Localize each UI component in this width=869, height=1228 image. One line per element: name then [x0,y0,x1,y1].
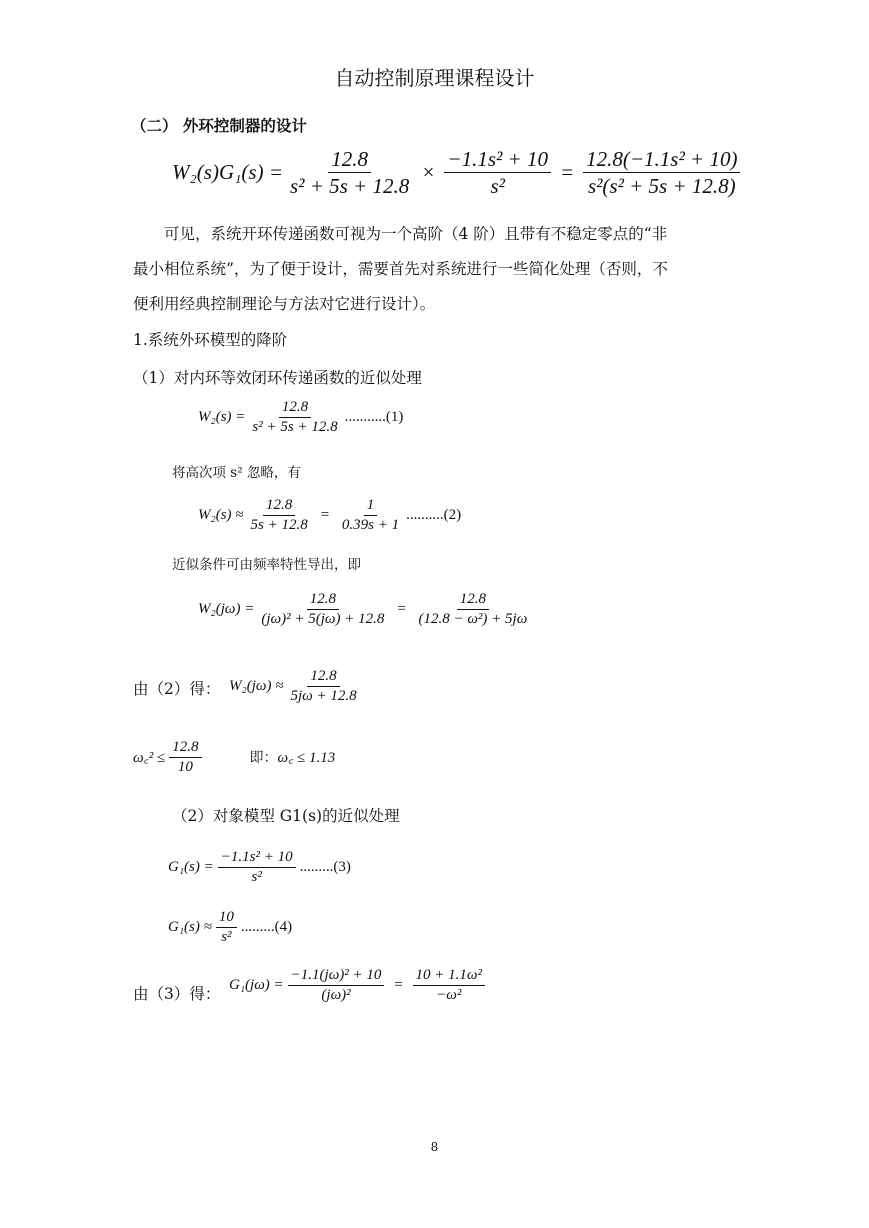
page-header: 自动控制原理课程设计 [334,66,535,90]
frac-numerator: 10 + 1.1ω² [413,966,485,986]
equation-7 [168,908,292,947]
from-label: 由（3）得： [133,985,221,1003]
equation-tag: .........(4) [240,918,293,935]
times-operator: × [421,160,436,185]
frac-denominator: (jω)² [321,986,351,1003]
equation-2 [198,496,461,535]
page-number: 8 [430,1140,439,1154]
paragraph-line: 最小相位系统”，为了便于设计，需要首先对系统进行一些简化处理（否则，不 [133,260,668,278]
from-label: 由（2）得： [133,680,221,698]
equation-tag: ...........(1) [344,408,404,425]
fraction [218,848,296,887]
equation-lhs: W₂(s) = [198,408,246,425]
equals-operator: = [393,976,404,993]
frac-numerator: 12.8 [328,146,371,173]
paragraph-line: 可见，系统开环传递函数可视为一个高阶（4 阶）且带有不稳定零点的“非 [164,225,668,243]
fraction [169,738,201,777]
frac-denominator: 5jω + 12.8 [290,687,357,704]
fraction [288,966,385,1005]
equation-rhs: ω꜀ ≤ 1.13 [277,750,336,767]
frac-denominator: s² [490,174,505,199]
frac-numerator: 12.8 [457,590,489,610]
equation-main [172,146,744,200]
equation-main-frac1 [287,146,412,200]
fraction [339,496,402,535]
ji-label: 即： [249,750,278,767]
equals-operator: = [319,506,330,523]
frac-denominator: s² + 5s + 12.8 [290,174,410,199]
frac-numerator: 12.8 [307,667,339,687]
frac-numerator: −1.1s² + 10 [218,848,296,868]
fraction [216,908,237,947]
equation-lhs: W₂(s) ≈ [198,506,244,523]
equation-main-lhs: W₂(s)G₁(s) = [172,160,283,185]
frac-numerator: 10 [216,908,237,928]
equation-4 [229,667,364,706]
frac-numerator: 12.8 [279,398,311,418]
frac-numerator: 12.8 [169,738,201,758]
equation-main-frac2 [444,146,551,200]
frac-numerator: −1.1s² + 10 [444,146,551,173]
equation-3 [198,590,534,629]
frac-denominator: s² [221,928,232,945]
frac-denominator: s² + 5s + 12.8 [252,418,338,435]
frac-numerator: −1.1(jω)² + 10 [288,966,385,986]
note-text: 将高次项 s² 忽略，有 [172,465,301,481]
equation-tag: .........(3) [299,858,351,875]
equals-operator: = [396,600,407,617]
frac-denominator: s² [251,868,262,885]
frac-denominator: −ω² [436,986,462,1003]
frac-denominator: s²(s² + 5s + 12.8) [587,174,736,199]
item-heading: 1.系统外环模型的降阶 [133,331,288,349]
equation-lhs: G₁(s) = [168,858,214,875]
frac-numerator: 12.8(−1.1s² + 10) [583,146,740,173]
frac-numerator: 12.8 [307,590,339,610]
equation-1 [198,398,403,437]
frac-denominator: 5s + 12.8 [250,516,308,533]
equation-tag: ..........(2) [406,506,462,523]
frac-denominator: 0.39s + 1 [341,516,400,533]
sub-item-heading: （1）对内环等效闭环传递函数的近似处理 [133,369,422,387]
frac-numerator: 1 [364,496,378,516]
paragraph-line: 便利用经典控制理论与方法对它进行设计）。 [133,295,436,313]
equation-lhs: G₁(jω) = [229,976,284,993]
equation-lhs: G₁(s) ≈ [168,918,212,935]
equation-6 [168,848,351,887]
equation-lhs: W₂(jω) ≈ [229,677,284,694]
fraction [248,496,311,535]
frac-numerator: 12.8 [263,496,295,516]
equation-8 [229,966,489,1005]
section-title: （二） 外环控制器的设计 [131,116,307,135]
frac-denominator: (12.8 − ω²) + 5jω [418,610,528,627]
equals-operator: = [559,160,575,185]
sub-item-heading: （2）对象模型 G1(s)的近似处理 [172,807,400,825]
fraction [258,590,387,629]
fraction [413,966,485,1005]
frac-denominator: 10 [177,758,193,775]
note-text: 近似条件可由频率特性导出，即 [172,557,361,573]
equation-5 [133,738,335,777]
frac-denominator: (jω)² + 5(jω) + 12.8 [261,610,385,627]
fraction [287,667,359,706]
fraction [415,590,530,629]
equation-lhs: W₂(jω) = [198,600,255,617]
fraction [249,398,340,437]
equation-main-frac3 [583,146,740,200]
equation-lhs: ω꜀² ≤ [133,750,166,767]
